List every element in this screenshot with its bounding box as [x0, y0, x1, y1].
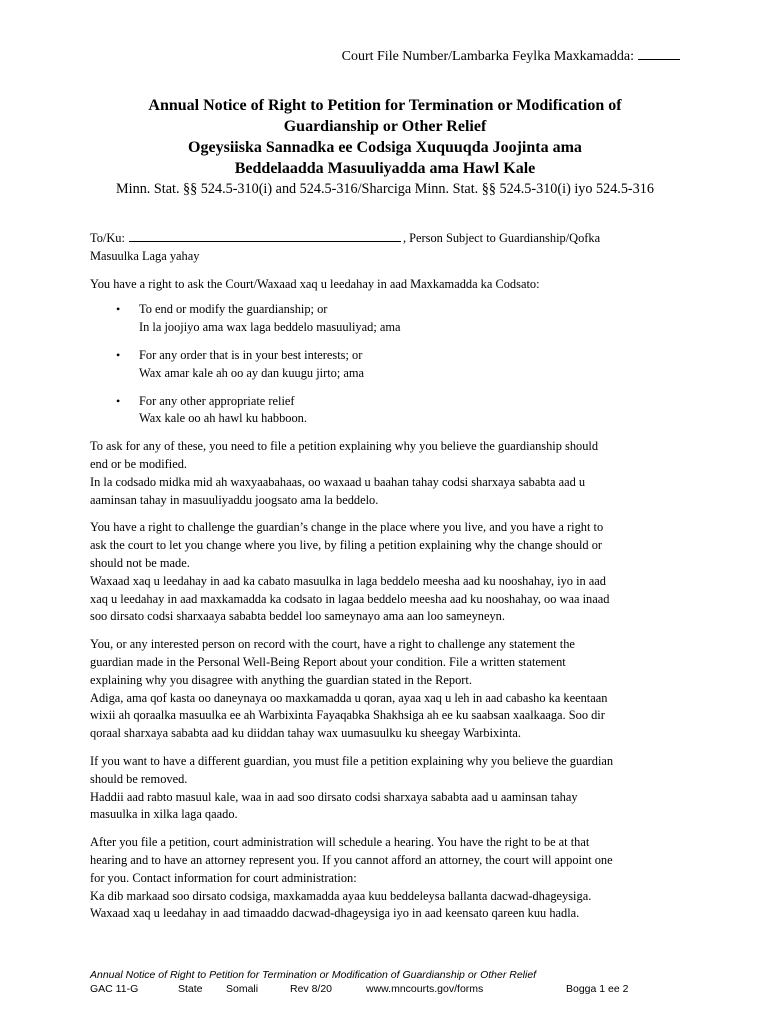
footer-info-row [90, 982, 690, 996]
paragraph-line: Waxaad xaq u leedahay in aad ka cabato masuulka in laga beddelo meesha aad ku nooshahay, iyo in aad [90, 573, 606, 588]
list-item-so: In la joojiyo ama wax laga beddelo masuuliyad; ama [139, 320, 401, 335]
paragraph-line: To ask for any of these, you need to file a petition explaining why you believe the guardianship should [90, 439, 599, 454]
relief-list [90, 301, 682, 428]
paragraph-line: ask the court to let you change where you live, by filing a petition explaining why the change should or [90, 538, 603, 553]
paragraph-line: wixii ah qoraalka masuulka ee ah Warbixinta Fayaqabka Shakhsiga ah ee ku saabsan xaalkaaga. Soo dir [90, 708, 605, 723]
paragraph-line: masuulka in xilka laga qaado. [90, 807, 238, 822]
title-line-3: Ogeysiiska Sannadka ee Codsiga Xuquuqda Joojinta ama [188, 139, 582, 156]
paragraph-line: Haddii aad rabto masuul kale, waa in aad soo dirsato codsi sharxaya sababta aad u aaminsan tahay [90, 789, 578, 804]
to-suffix-2: Masuulka Laga yahay [90, 248, 200, 263]
bullet-icon: • [116, 302, 121, 317]
footer-page-number: Bogga 1 ee 2 [566, 983, 629, 995]
paragraph-line: end or be modified. [90, 456, 188, 471]
paragraph-line: should not be made. [90, 555, 190, 570]
to-suffix: , Person Subject to Guardianship/Qofka [402, 231, 601, 245]
paragraph-line: Waxaad xaq u leedahay in aad timaaddo dacwad-dhageysiga iyo in aad keensato qareen kuu hadla. [90, 906, 580, 921]
title-block [90, 95, 680, 199]
list-item-so: Wax amar kale ah oo ay dan kuugu jirto; ama [139, 365, 365, 380]
footer-state: State [178, 983, 203, 995]
intro-text: You have a right to ask the Court/Waxaad xaq u leedahay in aad Maxkamadda ka Codsato: [90, 276, 540, 291]
to-name-blank[interactable] [129, 229, 401, 242]
page-footer [90, 968, 690, 996]
list-item-so: Wax kale oo ah hawl ku habboon. [139, 411, 307, 426]
list-item-en: For any other appropriate relief [139, 393, 295, 408]
paragraph-line: If you want to have a different guardian, you must file a petition explaining why you believe the guardian [90, 753, 614, 768]
bullet-icon: • [116, 347, 121, 362]
footer-form-title: Annual Notice of Right to Petition for Termination or Modification of Guardianship or Other Relief [90, 969, 537, 981]
paragraph-line: hearing and to have an attorney represent you. If you cannot afford an attorney, the court will appoint one [90, 852, 613, 867]
list-item [90, 347, 682, 383]
title-line-4: Beddelaadda Masuuliyadda ama Hawl Kale [234, 160, 536, 177]
court-file-number-label: Court File Number/Lambarka Feylka Maxkamadda: [341, 49, 634, 64]
document-body [90, 229, 682, 923]
paragraph-hearing [90, 834, 682, 923]
paragraph-line: Adiga, ama qof kasta oo daneynaya oo maxkamadda u qoran, ayaa xaq u leh in aad cabasho ka keentaan [90, 690, 608, 705]
to-line [90, 229, 682, 266]
list-item-en: For any order that is in your best interests; or [139, 347, 363, 362]
paragraph-line: qoraal sharxaya sababta aad ku diiddan tahay wax uumasuulku ku sheegay Warbixinta. [90, 726, 521, 741]
court-file-number-blank[interactable] [638, 47, 680, 60]
paragraph-report [90, 636, 682, 743]
paragraph-line: soo dirsato codsi sharxaaya sababta beddel loo sameynayo ama aan loo sameyneyn. [90, 609, 505, 624]
bullet-icon: • [116, 393, 121, 408]
court-file-number [342, 47, 680, 65]
footer-revision: Rev 8/20 [290, 983, 333, 995]
paragraph-line: Ka dib markaad soo dirsato codsiga, maxkamadda ayaa kuu beddeleysa ballanta dacwad-dhageysiga. [90, 888, 592, 903]
paragraph-petition [90, 438, 682, 509]
paragraph-line: You have a right to challenge the guardian’s change in the place where you live, and you have a right to [90, 520, 604, 535]
paragraph-line: aaminsan tahay in masuuliyaddu joogsato ama la beddelo. [90, 492, 379, 507]
paragraph-line: for you. Contact information for court administration: [90, 870, 357, 885]
paragraph-line: After you file a petition, court administration will schedule a hearing. You have the right to be at that [90, 835, 590, 850]
list-item [90, 393, 682, 429]
statute-reference: Minn. Stat. §§ 524.5-310(i) and 524.5-316/Sharciga Minn. Stat. §§ 524.5-310(i) iyo 524.5-316 [116, 181, 654, 197]
paragraph-different-guardian [90, 753, 682, 824]
footer-form-code: GAC 11-G [90, 983, 139, 995]
list-item-en: To end or modify the guardianship; or [139, 302, 328, 317]
paragraph-line: xaq u leedahay in aad maxkamadda ka codsato in lagaa beddelo meesha aad ku nooshahay, oo waa inaad [90, 591, 610, 606]
title-line-1: Annual Notice of Right to Petition for Termination or Modification of [148, 97, 622, 114]
paragraph-line: explaining why you disagree with anything the guardian stated in the Report. [90, 672, 472, 687]
paragraph-residence [90, 519, 682, 626]
footer-website-link[interactable]: www.mncourts.gov/forms [366, 983, 484, 995]
paragraph-line: In la codsado midka mid ah waxyaabahaas, oo waxaad u baahan tahay codsi sharxaya sababta aad u [90, 474, 586, 489]
list-item [90, 301, 682, 337]
paragraph-line: guardian made in the Personal Well-Being Report about your condition. File a written statement [90, 654, 566, 669]
title-line-2: Guardianship or Other Relief [283, 118, 487, 135]
paragraph-line: You, or any interested person on record with the court, have a right to challenge any statement the [90, 637, 575, 652]
paragraph-line: should be removed. [90, 771, 188, 786]
to-label: To/Ku: [90, 231, 125, 245]
footer-language: Somali [226, 983, 259, 995]
